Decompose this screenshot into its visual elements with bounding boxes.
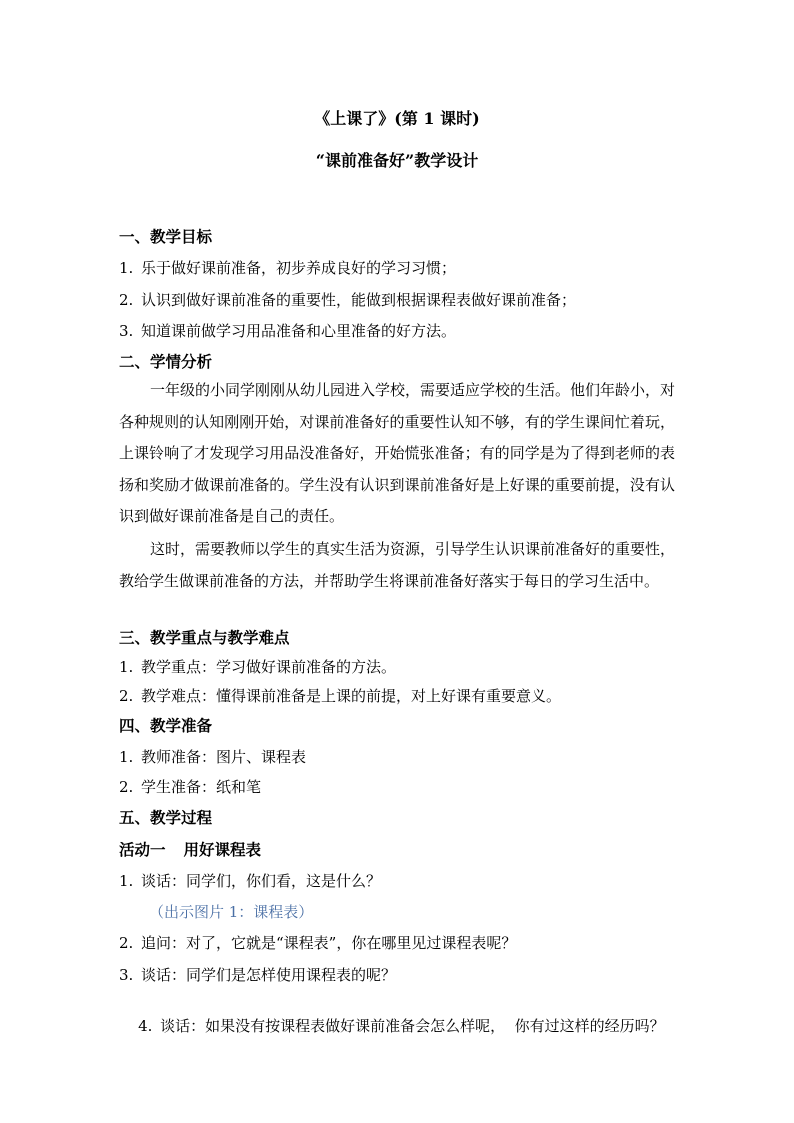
section-heading-prep: 四、教学准备 — [119, 716, 213, 735]
item-text: 学生准备：纸和笔 — [141, 778, 262, 796]
item-text: 谈话：同学们是怎样使用课程表的呢？ — [141, 966, 397, 984]
item-text: 教学重点：学习做好课前准备的方法。 — [141, 658, 397, 676]
item-number: 1. — [119, 658, 134, 676]
item-number: 2. — [119, 934, 134, 952]
item-text: 谈话：如果没有按课程表做好课前准备会怎么样呢， 你有过这样的经历吗？ — [160, 1017, 665, 1035]
item-number: 2. — [119, 291, 134, 309]
section-heading-process: 五、教学过程 — [119, 808, 213, 827]
item-number: 1. — [119, 872, 134, 890]
item-number: 2. — [119, 687, 134, 705]
document-title: 《上课了》(第 1 课时) — [314, 109, 480, 128]
item-number: 3. — [119, 322, 134, 340]
item-text: 教师准备：图片、课程表 — [141, 748, 307, 766]
document-subtitle: “课前准备好”教学设计 — [315, 151, 479, 170]
process-step — [119, 965, 396, 985]
goal-item — [119, 290, 576, 310]
activity-title: 用好课程表 — [183, 840, 262, 859]
item-text: 教学难点：懂得课前准备是上课的前提，对上好课有重要意义。 — [141, 687, 562, 705]
item-number: 1. — [119, 259, 134, 277]
analysis-paragraph-1: 一年级的小同学刚刚从幼儿园进入学校，需要适应学校的生活。他们年龄小，对各种规则的认知刚刚开始，对课前准备好的重要性认知不够，有的学生课间忙着玩，上课铃响了才发现学习用品没准备好，开始慌张准备；有的同学是为了得到老师的表扬和奖励才做课前准备的。学生没有认识到课前准备好是上好课的重要前提，没有认识到做好课前准备是自己的责任。 — [119, 381, 676, 525]
process-step — [119, 996, 665, 1056]
prep-item — [119, 747, 306, 767]
process-step — [119, 871, 381, 891]
item-text: 认识到做好课前准备的重要性，能做到根据课程表做好课前准备； — [141, 291, 577, 309]
item-number: 2. — [119, 778, 134, 796]
activity-label: 活动一 — [119, 840, 166, 859]
keypoint-item — [119, 657, 396, 677]
item-number: 3. — [119, 966, 134, 984]
prep-item — [119, 777, 261, 797]
goal-item — [119, 258, 456, 278]
item-number: 1. — [119, 748, 134, 766]
process-step — [119, 933, 516, 953]
item-text: 知道课前做学习用品准备和心里准备的好方法。 — [141, 322, 457, 340]
section-heading-analysis: 二、学情分析 — [119, 352, 213, 371]
item-text: 乐于做好课前准备，初步养成良好的学习习惯； — [141, 259, 457, 277]
slide-note: （出示图片 1：课程表） — [149, 903, 314, 921]
section-heading-keypoints: 三、教学重点与教学难点 — [119, 628, 290, 647]
item-number: 4. — [138, 1017, 153, 1035]
activity-heading — [119, 840, 261, 860]
item-text: 谈话：同学们，你们看，这是什么？ — [141, 872, 382, 890]
analysis-paragraph-2: 这时，需要教师以学生的真实生活为资源，引导学生认识课前准备好的重要性，教给学生做课前准备的方法，并帮助学生将课前准备好落实于每日的学习生活中。 — [119, 540, 676, 590]
item-text: 追问：对了，它就是“课程表”，你在哪里见过课程表呢？ — [141, 934, 517, 952]
goal-item — [119, 321, 456, 341]
section-heading-goals: 一、教学目标 — [119, 227, 213, 246]
keypoint-item — [119, 686, 561, 706]
